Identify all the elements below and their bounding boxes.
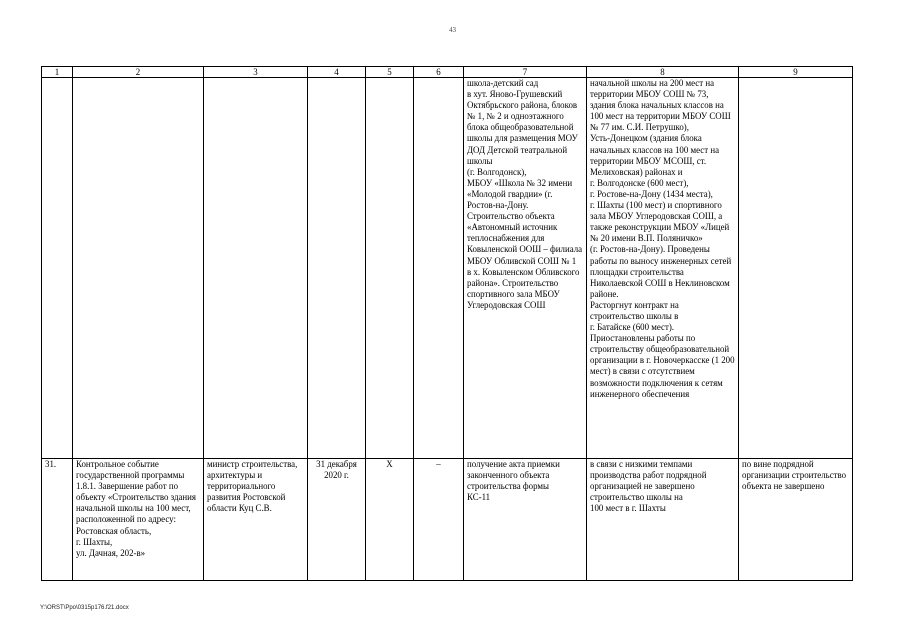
cell-number — [42, 78, 73, 459]
cell-number: 31. — [42, 459, 73, 581]
column-header-6: 6 — [414, 67, 464, 78]
cell-col5: X — [366, 459, 414, 581]
cell-event: Контрольное событие государственной программы 1.8.1. Завершение работ по объекту «Строительство здания начальной школы на 100 мест, расположенной по адресу: Ростовская область, г. Шахты, ул. Дачная, 202-в» — [73, 459, 204, 581]
cell-reasons: по вине подрядной организации строительство объекта не завершено — [739, 459, 853, 581]
page-number: 43 — [449, 26, 456, 34]
cell-col6: – — [414, 459, 464, 581]
column-header-9: 9 — [739, 67, 853, 78]
column-header-4: 4 — [308, 67, 366, 78]
cell-responsible — [204, 78, 308, 459]
cell-result-actual: начальной школы на 200 мест на территории МБОУ СОШ № 73, здания блока начальных классов на 100 мест на территории МБОУ СОШ № 77 им. С.И. Петрушко), Усть-Донецком (здания блока начальных классов на 100 мест на территории МБОУ МСОШ, ст. Мелиховская) районах и г. Волгодонске (600 мест), г. Ростове-на-Дону (1434 места), г. Шахты (100 мест) и спортивного зала МБОУ Углеродовская СОШ, а также реконструкции МБОУ «Лицей № 20 имени В.П. Поляничко» (г. Ростов-на-Дону). Проведены работы по выносу инженерных сетей площадки строительства Николаевской СОШ в Неклиновском районе. Расторгнут контракт на строительство школы в г. Батайске (600 мест). Приостановлены работы по строительству общеобразовательной организации в г. Новочеркасске (1 200 мест) в связи с отсутствием возможности подключения к сетям инженерного обеспечения — [587, 78, 739, 459]
cell-deadline: 31 декабря 2020 г. — [308, 459, 366, 581]
footer-file-path: Y:\ORST\Ppo\0315p176.f21.docx — [40, 605, 129, 611]
cell-col6 — [414, 78, 464, 459]
column-header-3: 3 — [204, 67, 308, 78]
table-row-continued — [42, 78, 853, 459]
column-header-2: 2 — [73, 67, 204, 78]
column-header-8: 8 — [587, 67, 739, 78]
column-header-7: 7 — [464, 67, 587, 78]
column-header-5: 5 — [366, 67, 414, 78]
column-number-row — [42, 67, 853, 78]
report-table — [41, 66, 853, 581]
cell-responsible: министр строительства, архитектуры и территориального развития Ростовской области Куц С.В. — [204, 459, 308, 581]
cell-deadline — [308, 78, 366, 459]
cell-result-planned: школа-детский сад в хут. Яново-Грушевский Октябрьского района, блоков № 1, № 2 и одноэтажного блока общеобразовательной школы для размещения МОУ ДОД Детской театральной школы (г. Волгодонск), МБОУ «Школа № 32 имени «Молодой гвардии» (г. Ростов-на-Дону. Строительство объекта «Автономный источник теплоснабжения для Ковыленской ООШ – филиала МБОУ Обливской СОШ № 1 в х. Ковыленском Обливского района». Строительство спортивного зала МБОУ Углеродовская СОШ — [464, 78, 587, 459]
cell-result-planned: получение акта приемки законченного объекта строительства формы КС-11 — [464, 459, 587, 581]
cell-event — [73, 78, 204, 459]
cell-result-actual: в связи с низкими темпами производства работ подрядной организацией не завершено строительство школы на 100 мест в г. Шахты — [587, 459, 739, 581]
cell-reasons — [739, 78, 853, 459]
column-header-1: 1 — [42, 67, 73, 78]
table-row-31 — [42, 459, 853, 581]
cell-col5 — [366, 78, 414, 459]
